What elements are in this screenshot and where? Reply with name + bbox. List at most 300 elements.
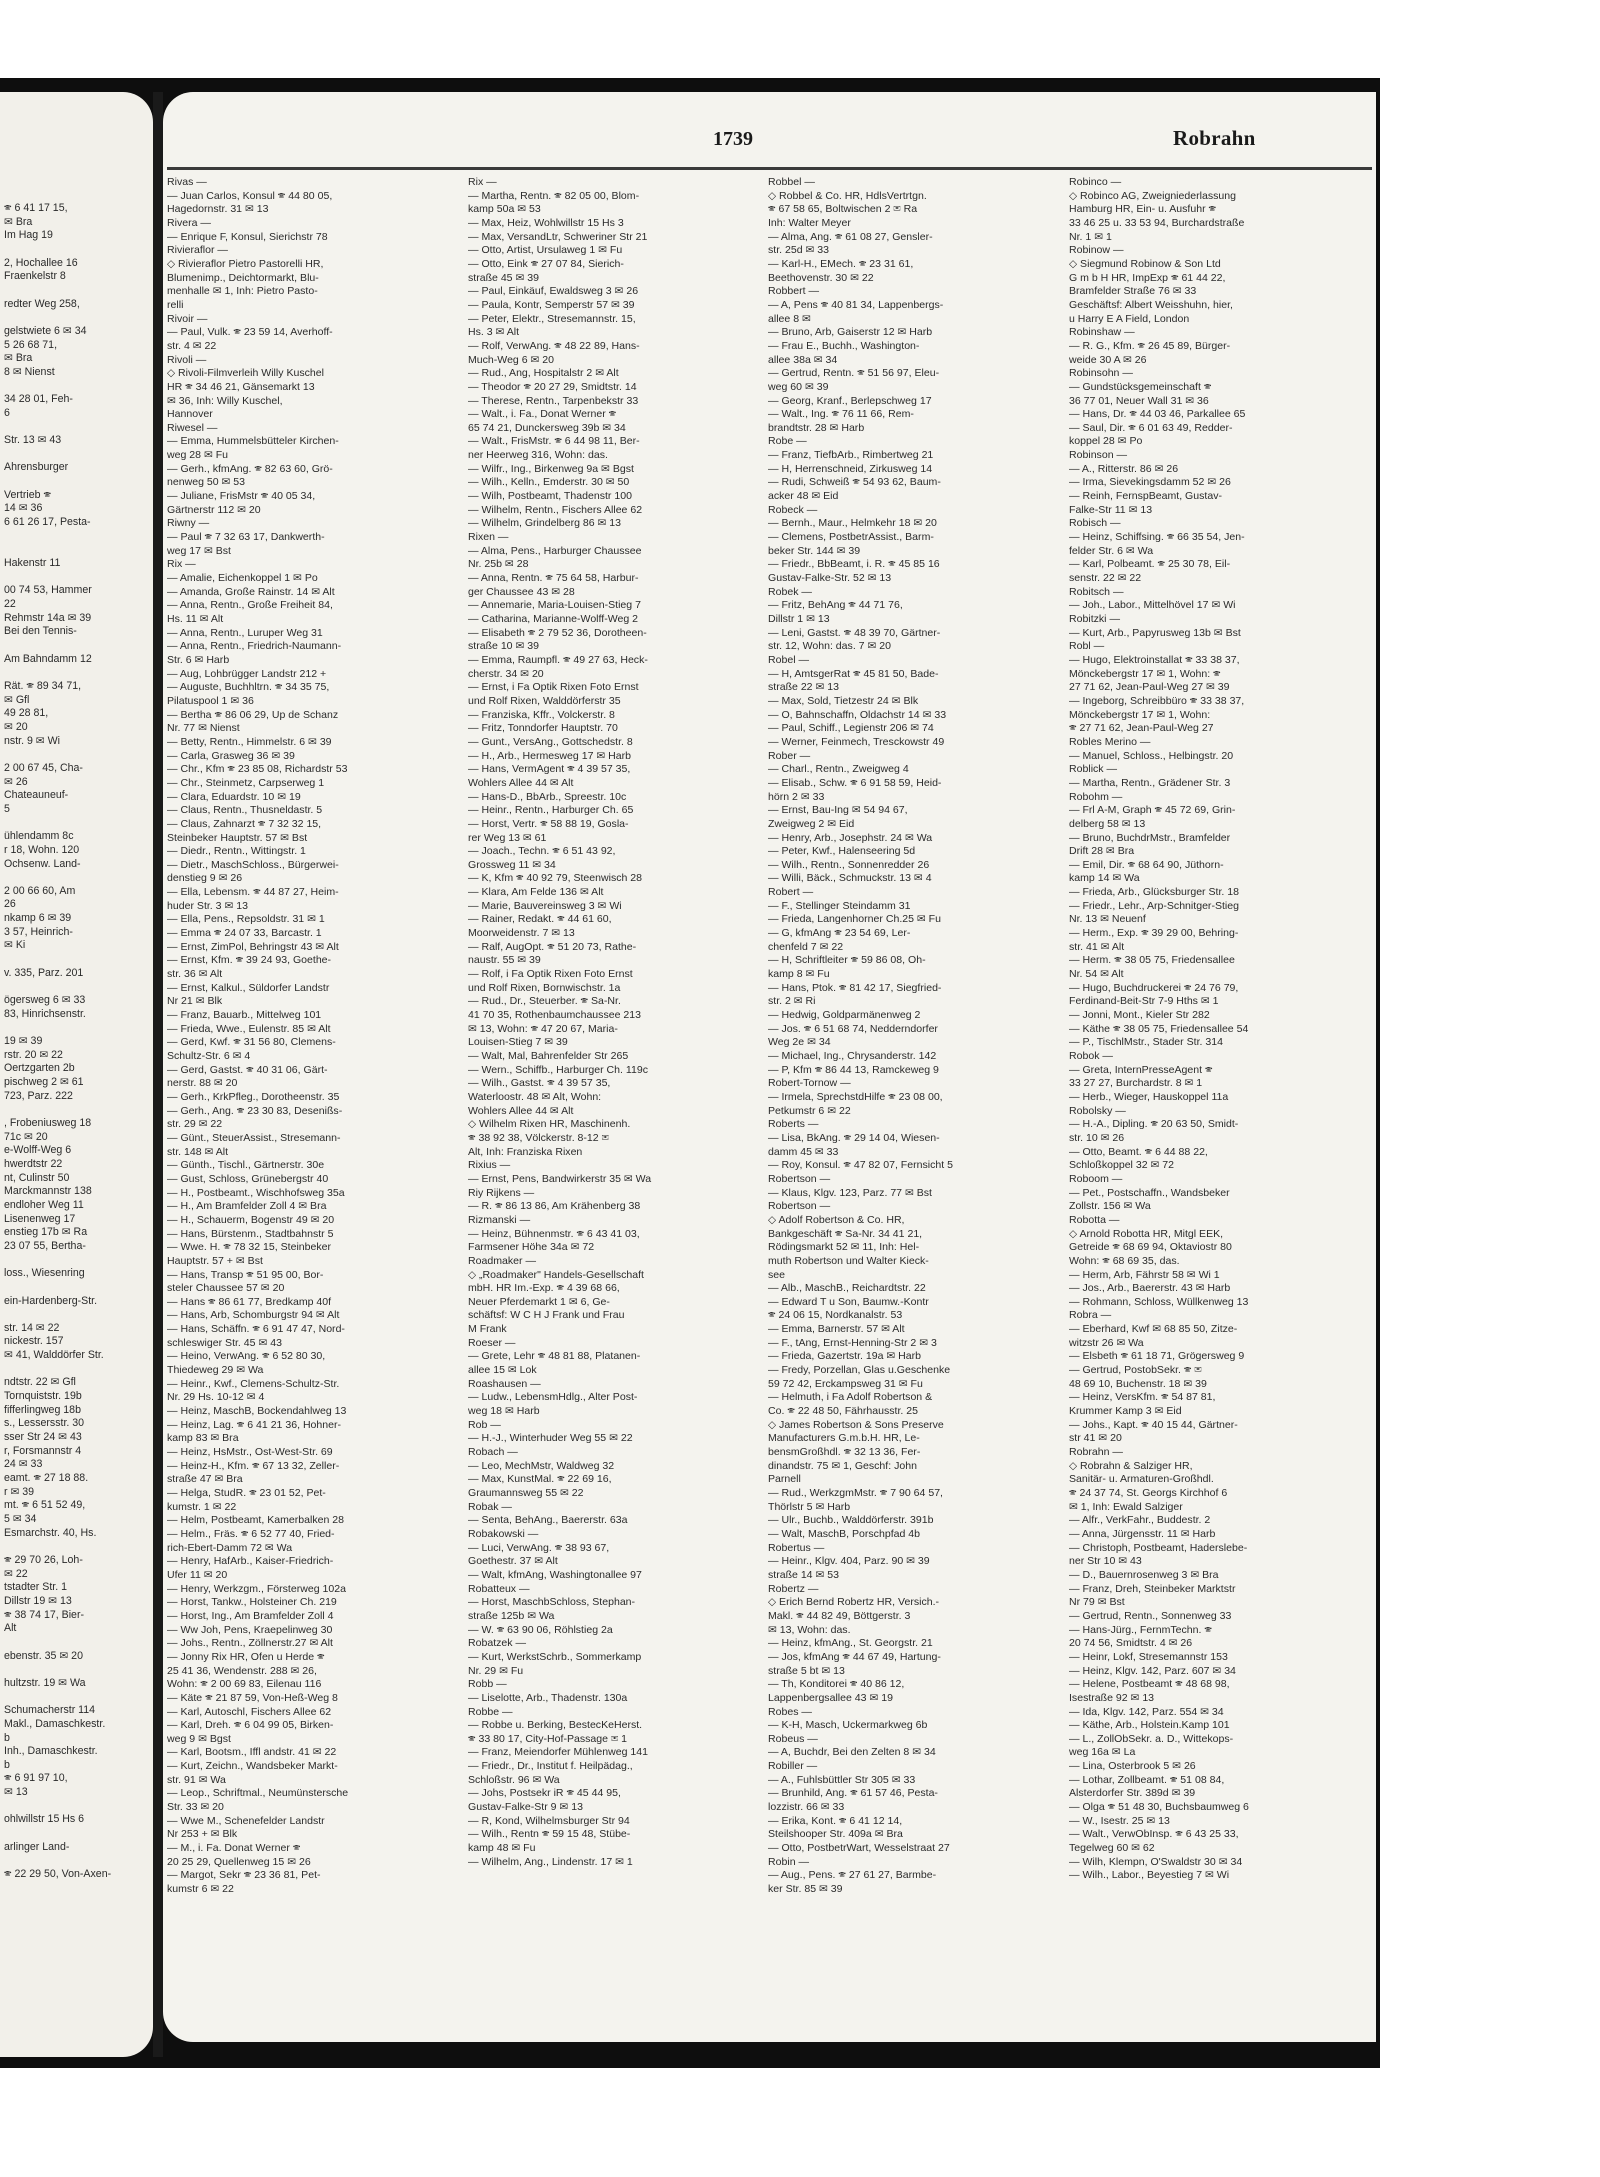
directory-entry-line: — Irma, Sievekingsdamm 52 ✉ 26 bbox=[1069, 476, 1231, 489]
directory-entry-line: — Christoph, Postbeamt, Haderslebe- bbox=[1069, 1541, 1248, 1554]
directory-entry-line: — Therese, Rentn., Tarpenbekstr 33 bbox=[468, 394, 639, 407]
left-page-line: Makl., Damaschkestr. bbox=[4, 1717, 106, 1730]
left-page-line: 5 bbox=[4, 802, 10, 815]
directory-entry-line: Krummer Kamp 3 ✉ Eid bbox=[1069, 1405, 1182, 1418]
directory-entry-line: witzstr 26 ✉ Wa bbox=[1069, 1336, 1144, 1349]
directory-entry-line: — Klaus, Klgv. 123, Parz. 77 ✉ Bst bbox=[768, 1186, 932, 1199]
directory-entry-line: Manufacturers G.m.b.H. HR, Le- bbox=[768, 1432, 920, 1445]
directory-entry-line: straße 14 ✉ 53 bbox=[768, 1568, 839, 1581]
directory-entry-line: — Karl, Dreh. 🕾 6 04 99 05, Birken- bbox=[167, 1719, 334, 1732]
left-page-line: str. 14 ✉ 22 bbox=[4, 1321, 60, 1334]
left-page-line: Alt bbox=[4, 1622, 17, 1635]
left-page-line bbox=[4, 1540, 153, 1554]
left-page-line: 49 28 81, bbox=[4, 707, 49, 720]
directory-entry-line: — Alma, Pens., Harburger Chaussee bbox=[468, 544, 642, 557]
directory-entry-line: — Heinz, MaschB, Bockendahlweg 13 bbox=[167, 1405, 347, 1418]
directory-entry-line: — Fredy, Porzellan, Glas u.Geschenke bbox=[768, 1364, 951, 1377]
directory-entry-line: — Frau E., Buchh., Washington- bbox=[768, 339, 920, 352]
directory-entry-line: — Hugo, Buchdruckerei 🕾 24 76 79, bbox=[1069, 981, 1239, 994]
directory-entry-line: Robitzki — bbox=[1069, 613, 1120, 625]
directory-column-2 bbox=[468, 176, 736, 1869]
directory-entry-line: — Annemarie, Maria-Louisen-Stieg 7 bbox=[468, 599, 641, 612]
directory-entry-line: — Ernst, Kalkul., Süldorfer Landstr bbox=[167, 981, 330, 994]
directory-entry-line: 20 25 29, Quellenweg 15 ✉ 26 bbox=[167, 1855, 311, 1868]
directory-entry-line: straße 125b ✉ Wa bbox=[468, 1609, 555, 1622]
left-page-line: b bbox=[4, 1731, 10, 1744]
directory-entry-line: ◇ Rivieraflor Pietro Pastorelli HR, bbox=[167, 257, 324, 270]
directory-entry-line: Bankgeschäft 🕾 Sa-Nr. 34 41 21, bbox=[768, 1227, 923, 1240]
directory-entry-line: str. 2 ✉ Ri bbox=[768, 995, 816, 1008]
directory-entry-line: — Rud., Dr., Steuerber. 🕾 Sa-Nr. bbox=[468, 995, 621, 1008]
directory-entry-line: — Hans, VermAgent 🕾 4 39 57 35, bbox=[468, 763, 631, 776]
directory-entry-line: Geschäftsf: Albert Weisshuhn, hier, bbox=[1069, 298, 1233, 311]
directory-entry-line: — Ella, Lebensm. 🕾 44 87 27, Heim- bbox=[167, 886, 339, 899]
directory-entry-line: — Ernst, Pens, Bandwirkerstr 35 ✉ Wa bbox=[468, 1172, 652, 1185]
directory-entry-line: Str. 33 ✉ 20 bbox=[167, 1801, 224, 1814]
directory-entry-line: ✉ 13, Wohn: das. bbox=[768, 1623, 851, 1636]
left-page-line: Lisenenweg 17 bbox=[4, 1212, 76, 1225]
directory-entry-line: Wohlers Allee 44 ✉ Alt bbox=[468, 1104, 574, 1117]
directory-entry-line: — Michael, Ing., Chrysanderstr. 142 bbox=[768, 1050, 937, 1062]
directory-entry-line: bensmGroßhdl. 🕾 32 13 36, Fer- bbox=[768, 1446, 921, 1459]
left-page-line: , Frobeniusweg 18 bbox=[4, 1116, 92, 1129]
directory-entry-line: — Gertrud, Rentn., Sonnenweg 33 bbox=[1069, 1609, 1232, 1622]
directory-entry-line: — A., Ritterstr. 86 ✉ 26 bbox=[1069, 462, 1179, 475]
left-page-line bbox=[4, 1308, 153, 1322]
directory-entry-line: 🕾 33 80 17, City-Hof-Passage ✉ 1 bbox=[468, 1732, 628, 1745]
directory-entry-line: kumstr 6 ✉ 22 bbox=[167, 1883, 234, 1896]
left-page-line: ✉ Ki bbox=[4, 939, 26, 952]
left-page-line: Esmarchstr. 40, Hs. bbox=[4, 1526, 97, 1539]
directory-entry-line: Steilshooper Str. 409a ✉ Bra bbox=[768, 1828, 903, 1841]
left-page-line: Fraenkelstr 8 bbox=[4, 270, 66, 283]
left-page-line: eamt. 🕾 27 18 88. bbox=[4, 1472, 89, 1485]
directory-entry-line: rich-Ebert-Damm 72 ✉ Wa bbox=[167, 1541, 293, 1554]
directory-entry-line: — Gundstücksgemeinschaft 🕾 bbox=[1069, 380, 1212, 393]
directory-entry-line: — Jonni, Mont., Kieler Str 282 bbox=[1069, 1009, 1210, 1022]
left-page-line bbox=[4, 311, 153, 325]
directory-entry-line: Wohn: 🕾 2 00 69 83, Eilenau 116 bbox=[167, 1678, 322, 1691]
directory-entry-line: — Ernst, Kfm. 🕾 39 24 93, Goethe- bbox=[167, 954, 332, 967]
directory-entry-line: — Friedr., BbBeamt, i. R. 🕾 45 85 16 bbox=[768, 558, 940, 571]
directory-entry-line: — Friedr., Dr., Institut f. Heilpädag., bbox=[468, 1760, 633, 1773]
directory-entry-line: Roadmaker — bbox=[468, 1254, 536, 1267]
directory-entry-line: Gärtnerstr 112 ✉ 20 bbox=[167, 503, 261, 516]
directory-entry-line: ◇ Siegmund Robinow & Son Ltd bbox=[1069, 257, 1221, 270]
directory-entry-line: — Anna, Jürgensstr. 11 ✉ Harb bbox=[1069, 1527, 1216, 1540]
directory-entry-line: Rivieraflor — bbox=[167, 244, 228, 257]
directory-entry-line: — Käthe 🕾 38 05 75, Friedensallee 54 bbox=[1069, 1022, 1249, 1035]
directory-entry-line: Robbert — bbox=[768, 285, 819, 298]
directory-entry-line: — Heinr., Klgv. 404, Parz. 90 ✉ 39 bbox=[768, 1555, 930, 1568]
directory-entry-line: — Helene, Postbeamt 🕾 48 68 98, bbox=[1069, 1678, 1230, 1691]
directory-entry-line: 36 77 01, Neuer Wall 31 ✉ 36 bbox=[1069, 394, 1209, 407]
directory-entry-line: Rob — bbox=[468, 1418, 501, 1431]
directory-entry-line: Louisen-Stieg 7 ✉ 39 bbox=[468, 1036, 568, 1049]
directory-entry-line: — Luci, VerwAng. 🕾 38 93 67, bbox=[468, 1541, 610, 1554]
left-page-line: 2, Hochallee 16 bbox=[4, 256, 78, 269]
directory-entry-line: Gustav-Falke-Str 9 ✉ 13 bbox=[468, 1801, 583, 1814]
left-page-line: 3 57, Heinrich- bbox=[4, 925, 73, 938]
directory-entry-line: — Käte 🕾 21 87 59, Von-Heß-Weg 8 bbox=[167, 1691, 338, 1704]
directory-entry-line: — Ludw., LebensmHdlg., Alter Post- bbox=[468, 1391, 638, 1404]
directory-entry-line: Ferdinand-Beit-Str 7-9 Hths ✉ 1 bbox=[1069, 995, 1219, 1008]
directory-entry-line: — A., Fuhlsbüttler Str 305 ✉ 33 bbox=[768, 1773, 916, 1786]
left-page-line: Str. 13 ✉ 43 bbox=[4, 434, 62, 447]
directory-entry-line: straße 45 ✉ 39 bbox=[468, 271, 539, 284]
directory-entry-line: — Hans, Schäffn. 🕾 6 91 47 47, Nord- bbox=[167, 1323, 345, 1336]
directory-entry-line: Robinson — bbox=[1069, 449, 1128, 462]
directory-entry-line: Robeus — bbox=[768, 1732, 818, 1745]
directory-entry-line: — Horst, Ing., Am Bramfelder Zoll 4 bbox=[167, 1609, 334, 1622]
directory-entry-line: kumstr. 1 ✉ 22 bbox=[167, 1500, 237, 1513]
directory-entry-line: — Käthe, Arb., Holstein.Kamp 101 bbox=[1069, 1719, 1230, 1732]
left-page-line bbox=[4, 817, 153, 831]
left-page-line: 83, Hinrichsenstr. bbox=[4, 1007, 86, 1020]
directory-entry-line: — H., Am Bramfelder Zoll 4 ✉ Bra bbox=[167, 1200, 327, 1213]
left-page-line: 19 ✉ 39 bbox=[4, 1035, 43, 1048]
directory-entry-line: — Heinr., Kwf., Clemens-Schultz-Str. bbox=[167, 1377, 340, 1390]
left-page-line: ndtstr. 22 ✉ Gfl bbox=[4, 1376, 76, 1389]
directory-entry-line: Hs. 11 ✉ Alt bbox=[167, 613, 224, 625]
left-page-line: Chateauneuf- bbox=[4, 789, 69, 802]
left-page-line: 6 61 26 17, Pesta- bbox=[4, 516, 91, 529]
directory-entry-line: — Lina, Osterbrook 5 ✉ 26 bbox=[1069, 1760, 1196, 1773]
directory-entry-line: Wohlers Allee 44 ✉ Alt bbox=[468, 776, 574, 789]
directory-entry-line: — G, kfmAng 🕾 23 54 69, Ler- bbox=[768, 927, 911, 940]
directory-entry-line: — Brunhild, Ang. 🕾 61 57 46, Pesta- bbox=[768, 1787, 938, 1800]
directory-entry-line: — Herm. 🕾 38 05 75, Friedensallee bbox=[1069, 954, 1235, 967]
directory-entry-line: — Horst, MaschbSchloss, Stephan- bbox=[468, 1596, 636, 1609]
directory-entry-line: — Paul, Vulk. 🕾 23 59 14, Averhoff- bbox=[167, 326, 333, 339]
directory-entry-line: ◇ „Roadmaker" Handels-Gesellschaft bbox=[468, 1268, 644, 1281]
left-page-line bbox=[4, 1800, 153, 1814]
directory-entry-line: Robb — bbox=[468, 1678, 507, 1691]
directory-entry-line: — D., Bauernrosenweg 3 ✉ Bra bbox=[1069, 1568, 1219, 1581]
directory-entry-line: — Chr., Kfm 🕾 23 85 08, Richardstr 53 bbox=[167, 763, 348, 776]
directory-entry-line: Robl — bbox=[1069, 640, 1105, 653]
left-page-line: rstr. 20 ✉ 22 bbox=[4, 1048, 63, 1061]
directory-entry-line: Robertz — bbox=[768, 1582, 819, 1595]
directory-entry-line: Schloßkoppel 32 ✉ 72 bbox=[1069, 1159, 1174, 1172]
directory-entry-line: — Bruno, Arb, Gaiserstr 12 ✉ Harb bbox=[768, 326, 933, 339]
directory-entry-line: — Aug, Lohbrügger Landstr 212 + bbox=[167, 667, 327, 680]
directory-entry-line: weg 16a ✉ La bbox=[1069, 1746, 1136, 1759]
directory-entry-line: — Hedwig, Goldparmänenweg 2 bbox=[768, 1009, 921, 1022]
directory-entry-line: — H., Arb., Hermesweg 17 ✉ Harb bbox=[468, 749, 631, 762]
directory-entry-line: — Georg, Kranf., Berlepschweg 17 bbox=[768, 394, 932, 407]
directory-entry-line: ner Heerweg 316, Wohn: das. bbox=[468, 449, 608, 462]
directory-entry-line: — Roy, Konsul. 🕾 47 82 07, Fernsicht 5 bbox=[768, 1159, 953, 1172]
directory-entry-line: huder Str. 3 ✉ 13 bbox=[167, 899, 248, 912]
directory-entry-line: — Ulr., Buchb., Walddörferstr. 391b bbox=[768, 1514, 934, 1527]
directory-entry-line: — Günt., SteuerAssist., Stresemann- bbox=[167, 1131, 341, 1144]
left-page-line: Hakenstr 11 bbox=[4, 557, 61, 570]
directory-entry-line: — Klara, Am Felde 136 ✉ Alt bbox=[468, 886, 604, 899]
directory-entry-line: — Gerh., kfmAng. 🕾 82 63 60, Grö- bbox=[167, 462, 333, 475]
directory-entry-line: Weg 2e ✉ 34 bbox=[768, 1036, 831, 1049]
left-page-line bbox=[4, 1663, 153, 1677]
left-page-line: ✉ 22 bbox=[4, 1567, 28, 1580]
directory-entry-line: — Ww Joh, Pens, Kraepelinweg 30 bbox=[167, 1623, 333, 1636]
left-page-line: Marckmannstr 138 bbox=[4, 1185, 92, 1198]
directory-entry-line: — Amalie, Eichenkoppel 1 ✉ Po bbox=[167, 572, 318, 585]
directory-entry-line: — R, Kond, Wilhelmsburger Str 94 bbox=[468, 1814, 630, 1827]
directory-entry-line: — Walt, kfmAng, Washingtonallee 97 bbox=[468, 1568, 642, 1581]
directory-entry-line: steler Chaussee 57 ✉ 20 bbox=[167, 1282, 285, 1295]
directory-entry-line: koppel 28 ✉ Po bbox=[1069, 435, 1143, 448]
left-page-line: s., Lessersstr. 30 bbox=[4, 1417, 85, 1430]
directory-entry-line: 33 27 27, Burchardstr. 8 ✉ 1 bbox=[1069, 1077, 1203, 1090]
directory-entry-line: — Heinr., Rentn., Harburger Ch. 65 bbox=[468, 804, 634, 817]
directory-entry-line: — Diedr., Rentn., Wittingstr. 1 bbox=[167, 845, 306, 858]
directory-entry-line: — Leo, MechMstr, Waldweg 32 bbox=[468, 1459, 615, 1472]
directory-entry-line: ✉ 13, Wohn: 🕾 47 20 67, Maria- bbox=[468, 1022, 618, 1035]
left-page-line bbox=[4, 639, 153, 653]
directory-entry-line: — Enrique F, Konsul, Sierichstr 78 bbox=[167, 230, 328, 243]
directory-entry-line: — Aug., Pens. 🕾 27 61 27, Barmbe- bbox=[768, 1869, 937, 1882]
left-page-line: sser Str 24 ✉ 43 bbox=[4, 1431, 82, 1444]
directory-entry-line: straße 22 ✉ 13 bbox=[768, 681, 839, 694]
directory-entry-line: — Henry, Arb., Josephstr. 24 ✉ Wa bbox=[768, 831, 933, 844]
directory-entry-line: 41 70 35, Rothenbaumchaussee 213 bbox=[468, 1009, 641, 1022]
directory-entry-line: — Theodor 🕾 20 27 29, Smidtstr. 14 bbox=[468, 380, 637, 393]
directory-entry-line: — P, Kfm 🕾 86 44 13, Ramckeweg 9 bbox=[768, 1063, 939, 1076]
directory-entry-line: Hamburg HR, Ein- u. Ausfuhr 🕾 bbox=[1069, 203, 1217, 216]
directory-entry-line: 48 69 10, Buchenstr. 18 ✉ 39 bbox=[1069, 1377, 1207, 1390]
directory-entry-line: — Emma, Raumpfl. 🕾 49 27 63, Heck- bbox=[468, 653, 648, 666]
directory-entry-line: — Heino, VerwAng. 🕾 6 52 80 30, bbox=[167, 1350, 326, 1363]
directory-entry-line: — Clara, Eduardstr. 10 ✉ 19 bbox=[167, 790, 301, 803]
directory-entry-line: — Willi, Bäck., Schmuckstr. 13 ✉ 4 bbox=[768, 872, 932, 885]
directory-entry-line: u Harry E A Field, London bbox=[1069, 312, 1190, 325]
directory-entry-line: — Irmela, SprechstdHilfe 🕾 23 08 00, bbox=[768, 1090, 943, 1103]
directory-entry-line: — Pet., Postschaffn., Wandsbeker bbox=[1069, 1186, 1230, 1199]
directory-entry-line: — Hans, Bürstenm., Stadtbahnstr 5 bbox=[167, 1227, 334, 1240]
running-head: Robrahn bbox=[1173, 126, 1256, 150]
left-page-line: pischweg 2 ✉ 61 bbox=[4, 1076, 84, 1088]
directory-column-3 bbox=[768, 176, 1036, 1897]
directory-entry-line: — Frl A-M, Graph 🕾 45 72 69, Grin- bbox=[1069, 804, 1236, 817]
directory-entry-line: Parnell bbox=[768, 1473, 801, 1486]
directory-entry-line: — Wilhelm, Rentn., Fischers Allee 62 bbox=[468, 503, 643, 516]
directory-entry-line: Roboom — bbox=[1069, 1172, 1123, 1185]
directory-entry-line: — Hans, Arb, Schomburgstr 94 ✉ Alt bbox=[167, 1309, 340, 1322]
directory-entry-line: — Claus, Zahnarzt 🕾 7 32 32 15, bbox=[167, 817, 322, 830]
directory-entry-line: Hagedornstr. 31 ✉ 13 bbox=[167, 203, 269, 216]
directory-entry-line: — Herb., Wieger, Hauskoppel 11a bbox=[1069, 1090, 1229, 1103]
directory-entry-line: — Franziska, Kffr., Volckerstr. 8 bbox=[468, 708, 615, 721]
directory-entry-line: kamp 14 ✉ Wa bbox=[1069, 872, 1140, 885]
directory-entry-line: — Johs, Postsekr iR 🕾 45 44 95, bbox=[468, 1787, 621, 1800]
directory-entry-line: — Erika, Kont. 🕾 6 41 12 14, bbox=[768, 1814, 903, 1827]
directory-entry-line: — H, Herrenschneid, Zirkusweg 14 bbox=[768, 462, 933, 475]
directory-entry-line: Hannover bbox=[167, 408, 213, 421]
directory-entry-line: — F., Stellinger Steindamm 31 bbox=[768, 899, 911, 912]
directory-entry-line: — Bruno, BuchdrMstr., Bramfelder bbox=[1069, 831, 1231, 844]
directory-entry-line: — Wilh., Kelln., Emderstr. 30 ✉ 50 bbox=[468, 476, 630, 489]
directory-entry-line: — Johs., Kapt. 🕾 40 15 44, Gärtner- bbox=[1069, 1418, 1238, 1431]
directory-entry-line: str. 91 ✉ Wa bbox=[167, 1773, 226, 1786]
directory-entry-line: — Catharina, Marianne-Wolff-Weg 2 bbox=[468, 613, 638, 625]
directory-entry-line: — Ingeborg, Schreibbüro 🕾 33 38 37, bbox=[1069, 694, 1245, 707]
left-page-line: 14 ✉ 36 bbox=[4, 502, 43, 515]
directory-entry-line: — Elisab., Schw. 🕾 6 91 58 59, Heid- bbox=[768, 776, 942, 789]
directory-entry-line: — Helmuth, i Fa Adolf Robertson & bbox=[768, 1391, 933, 1404]
left-page-line: nkamp 6 ✉ 39 bbox=[4, 912, 72, 925]
directory-entry-line: — R. 🕾 86 13 86, Am Krähenberg 38 bbox=[468, 1200, 641, 1213]
directory-entry-line: — Hans 🕾 86 61 77, Bredkamp 40f bbox=[167, 1295, 332, 1308]
left-page-line: arlinger Land- bbox=[4, 1840, 70, 1853]
directory-entry-line: Zweigweg 2 ✉ Eid bbox=[768, 817, 855, 830]
directory-entry-line: Robertson — bbox=[768, 1200, 831, 1213]
directory-entry-line: — Wilh, Klempn, O'Swaldstr 30 ✉ 34 bbox=[1069, 1855, 1243, 1868]
directory-entry-line: kamp 83 ✉ Bra bbox=[167, 1432, 239, 1445]
left-page-line: 8 ✉ Nienst bbox=[4, 365, 55, 378]
directory-entry-line: weide 30 A ✉ 26 bbox=[1069, 353, 1147, 366]
left-page-line: 2 00 67 45, Cha- bbox=[4, 761, 83, 774]
directory-entry-line: — Heinz, Lag. 🕾 6 41 21 36, Hohner- bbox=[167, 1418, 342, 1431]
left-page-line: loss., Wiesenring bbox=[4, 1267, 85, 1280]
directory-entry-line: Rix — bbox=[167, 558, 196, 571]
directory-entry-line: — F., tAng, Ernst-Henning-Str 2 ✉ 3 bbox=[768, 1336, 937, 1349]
directory-entry-line: Rivoli — bbox=[167, 353, 207, 366]
directory-entry-line: weg 18 ✉ Harb bbox=[468, 1405, 540, 1418]
left-page-line bbox=[4, 1254, 153, 1268]
directory-entry-line: Dillstr 1 ✉ 13 bbox=[768, 613, 830, 625]
directory-entry-line: Robek — bbox=[768, 585, 812, 598]
left-page-line: 71c ✉ 20 bbox=[4, 1130, 48, 1143]
directory-entry-line: 65 74 21, Dunckersweg 39b ✉ 34 bbox=[468, 421, 626, 434]
directory-entry-line: ◇ Erich Bernd Robertz HR, Versich.- bbox=[768, 1596, 940, 1609]
directory-entry-line: — Walt., Ing. 🕾 76 11 66, Rem- bbox=[768, 408, 914, 421]
directory-entry-line: — Heinz-H., Kfm. 🕾 67 13 32, Zeller- bbox=[167, 1459, 340, 1472]
directory-entry-line: acker 48 ✉ Eid bbox=[768, 490, 839, 503]
directory-entry-line: Rizmanski — bbox=[468, 1213, 531, 1226]
directory-entry-line: — Rud., Ang, Hospitalstr 2 ✉ Alt bbox=[468, 367, 619, 380]
left-page-line: hwerdtstr 22 bbox=[4, 1157, 63, 1170]
directory-entry-line: Rivera — bbox=[167, 216, 211, 229]
directory-entry-line: — Paul, Schiff., Legienstr 206 ✉ 74 bbox=[768, 722, 934, 735]
directory-entry-line: — Gerd, Kwf. 🕾 31 56 80, Clemens- bbox=[167, 1036, 336, 1049]
directory-entry-line: Robin — bbox=[768, 1855, 810, 1868]
directory-entry-line: — Rudi, Schweiß 🕾 54 93 62, Baum- bbox=[768, 476, 941, 489]
directory-entry-line: Robolsky — bbox=[1069, 1104, 1126, 1117]
directory-entry-line: — Gerh., Ang. 🕾 23 30 83, Desenißs- bbox=[167, 1104, 343, 1117]
directory-entry-line: — Emma, Hummelsbütteler Kirchen- bbox=[167, 435, 339, 448]
directory-entry-line: Nr 21 ✉ Blk bbox=[167, 995, 223, 1008]
directory-entry-line: Robinow — bbox=[1069, 244, 1124, 257]
directory-entry-line: str. 41 ✉ Alt bbox=[1069, 940, 1125, 953]
directory-entry-line: — H.-J., Winterhuder Weg 55 ✉ 22 bbox=[468, 1432, 633, 1445]
directory-entry-line: Robbe — bbox=[468, 1705, 513, 1718]
left-page-line: ✉ 41, Walddörfer Str. bbox=[4, 1349, 104, 1362]
page-number: 1739 bbox=[713, 128, 753, 150]
directory-entry-line: Nr. 77 ✉ Nienst bbox=[167, 722, 240, 735]
directory-entry-line: Lappenbergsallee 43 ✉ 19 bbox=[768, 1691, 893, 1704]
directory-entry-line: Goethestr. 37 ✉ Alt bbox=[468, 1555, 558, 1568]
left-page-line: 24 ✉ 33 bbox=[4, 1458, 43, 1471]
directory-entry-line: — Hans-D., BbArb., Spreestr. 10c bbox=[468, 790, 627, 803]
directory-entry-line: Rober — bbox=[768, 749, 811, 762]
directory-entry-line: Steinbeker Hauptstr. 57 ✉ Bst bbox=[167, 831, 308, 844]
left-page-line: nt, Culinstr 50 bbox=[4, 1171, 70, 1184]
directory-entry-line: Robeck — bbox=[768, 503, 818, 516]
directory-entry-line: — H., Schauerm, Bogenstr 49 ✉ 20 bbox=[167, 1213, 335, 1226]
directory-entry-line: 59 72 42, Erckampsweg 31 ✉ Fu bbox=[768, 1377, 923, 1390]
directory-entry-line: — L., ZollObSekr. a. D., Wittekops- bbox=[1069, 1732, 1234, 1745]
left-page-line bbox=[4, 1827, 153, 1841]
directory-entry-line: ✉ 36, Inh: Willy Kuschel, bbox=[167, 394, 283, 407]
directory-entry-line: — Peter, Elektr., Stresemannstr. 15, bbox=[468, 312, 636, 325]
directory-entry-line: — Walt, MaschB, Porschpfad 4b bbox=[768, 1527, 921, 1540]
directory-entry-line: — Paul 🕾 7 32 63 17, Dankwerth- bbox=[167, 531, 325, 544]
directory-entry-line: — Wilh, Postbeamt, Thadenstr 100 bbox=[468, 490, 632, 503]
directory-entry-line: — Helga, StudR. 🕾 23 01 52, Pet- bbox=[167, 1487, 326, 1499]
left-page-line bbox=[4, 543, 153, 557]
directory-entry-line: Roashausen — bbox=[468, 1377, 541, 1390]
directory-entry-line: G m b H HR, ImpExp 🕾 61 44 22, bbox=[1069, 271, 1226, 284]
directory-entry-line: Rödingsmarkt 52 ✉ 11, Inh: Hel- bbox=[768, 1241, 920, 1254]
left-page-line: ✉ Bra bbox=[4, 215, 33, 228]
directory-entry-line: — Margot, Sekr 🕾 23 36 81, Pet- bbox=[167, 1869, 321, 1882]
directory-entry-line: beker Str. 144 ✉ 39 bbox=[768, 544, 861, 557]
directory-entry-line: nerstr. 88 ✉ 20 bbox=[167, 1077, 238, 1090]
directory-entry-line: Roeser — bbox=[468, 1336, 516, 1349]
directory-entry-line: Schultz-Str. 6 ✉ 4 bbox=[167, 1050, 251, 1062]
directory-entry-line: — Jos, kfmAng 🕾 44 67 49, Hartung- bbox=[768, 1650, 941, 1663]
directory-entry-line: — Eberhard, Kwf ✉ 68 85 50, Zitze- bbox=[1069, 1323, 1238, 1336]
directory-entry-line: Robitsch — bbox=[1069, 585, 1124, 598]
directory-entry-line: ✉ 1, Inh: Ewald Salziger bbox=[1069, 1500, 1183, 1513]
directory-entry-line: mbH. HR Im.-Exp. 🕾 4 39 68 66, bbox=[468, 1282, 620, 1295]
directory-entry-line: — Wilh., Rentn., Sonnenredder 26 bbox=[768, 858, 930, 871]
directory-entry-line: — Senta, BehAng., Baererstr. 63a bbox=[468, 1514, 628, 1527]
left-page-line: Schumacherstr 114 bbox=[4, 1704, 96, 1717]
directory-entry-line: — Auguste, Buchhltrn. 🕾 34 35 75, bbox=[167, 681, 330, 694]
directory-entry-line: — Ella, Pens., Repsoldstr. 31 ✉ 1 bbox=[167, 913, 325, 926]
directory-entry-line: — Wern., Schiffb., Harburger Ch. 119c bbox=[468, 1063, 648, 1076]
directory-entry-line: — Hans, Transp 🕾 51 95 00, Bor- bbox=[167, 1268, 324, 1281]
directory-entry-line: — Wilfr., Ing., Birkenweg 9a ✉ Bgst bbox=[468, 462, 634, 475]
directory-column-4 bbox=[1069, 176, 1337, 1883]
directory-entry-line: str. 29 ✉ 22 bbox=[167, 1118, 223, 1131]
directory-entry-line: Robe — bbox=[768, 435, 807, 448]
directory-entry-line: kamp 8 ✉ Fu bbox=[768, 968, 830, 981]
directory-entry-line: — Lisa, BkAng. 🕾 29 14 04, Wiesen- bbox=[768, 1131, 940, 1144]
left-page-line: nstr. 9 ✉ Wi bbox=[4, 734, 60, 747]
directory-entry-line: lozzistr. 66 ✉ 33 bbox=[768, 1801, 845, 1814]
directory-entry-line: Schloßstr. 96 ✉ Wa bbox=[468, 1773, 560, 1786]
directory-entry-line: Robok — bbox=[1069, 1050, 1113, 1062]
directory-entry-line: felder Str. 6 ✉ Wa bbox=[1069, 544, 1154, 557]
left-page-line: Vertrieb 🕾 bbox=[4, 488, 52, 501]
directory-entry-line: Alsterdorfer Str. 389d ✉ 39 bbox=[1069, 1787, 1196, 1800]
directory-entry-line: str. 10 ✉ 26 bbox=[1069, 1131, 1125, 1144]
left-page-line: enstieg 17b ✉ Ra bbox=[4, 1226, 88, 1239]
directory-entry-line: straße 47 ✉ Bra bbox=[167, 1473, 243, 1486]
directory-entry-line: Robes — bbox=[768, 1705, 812, 1718]
directory-entry-line: — Clemens, PostbetrAssist., Barm- bbox=[768, 531, 934, 544]
directory-entry-line: — Juan Carlos, Konsul 🕾 44 80 05, bbox=[167, 189, 333, 202]
directory-entry-line: ◇ Wilhelm Rixen HR, Maschinenh. bbox=[468, 1118, 631, 1131]
left-page-line: Rät. 🕾 89 34 71, bbox=[4, 679, 82, 692]
directory-entry-line: — Wilh., Rentn 🕾 59 15 48, Stübe- bbox=[468, 1828, 631, 1841]
directory-entry-line: — Edward T u Son, Baumw.-Kontr bbox=[768, 1295, 929, 1308]
directory-entry-line: — Kurt, Zeichn., Wandsbeker Markt- bbox=[167, 1760, 338, 1773]
directory-entry-line: Falke-Str 11 ✉ 13 bbox=[1069, 503, 1153, 516]
directory-entry-line: nenweg 50 ✉ 53 bbox=[167, 476, 246, 489]
